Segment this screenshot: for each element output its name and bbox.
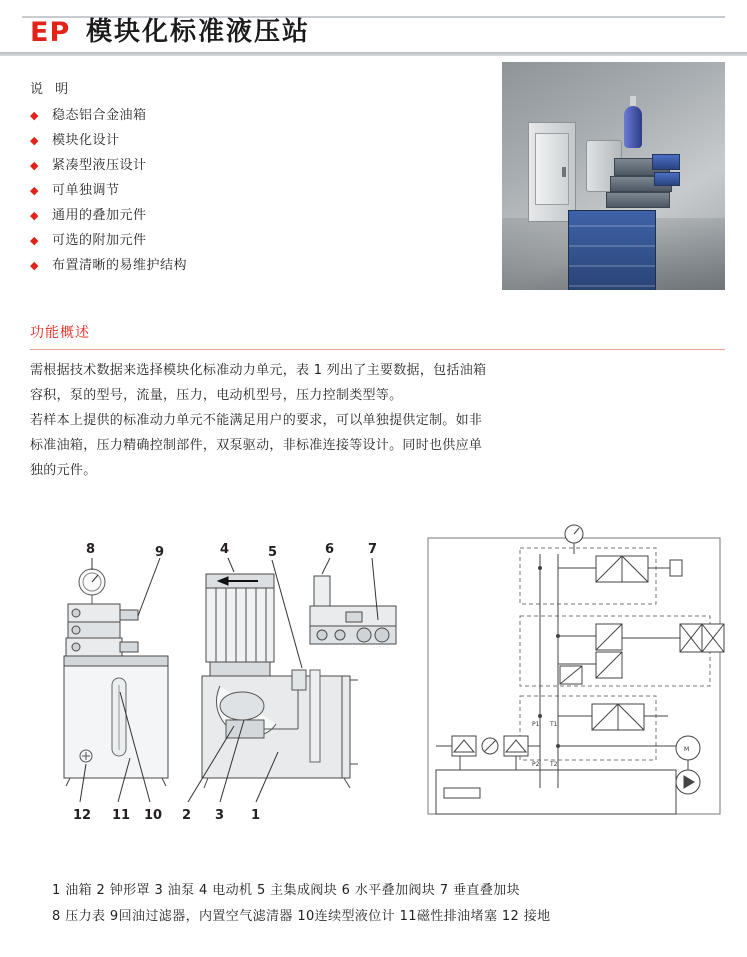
callout-9: 9 — [155, 545, 165, 560]
list-item — [30, 183, 470, 199]
list-item — [30, 133, 470, 149]
diamond-bullet-icon: ◆ — [30, 109, 39, 122]
schematic-label-p2: P2 — [532, 761, 540, 768]
photo-valve-block-3 — [606, 192, 670, 208]
photo-reservoir-rib — [569, 265, 655, 267]
callout-5: 5 — [268, 545, 278, 560]
figure-legend — [52, 878, 712, 930]
specification-block — [30, 78, 470, 283]
callout-1: 1 — [251, 808, 261, 823]
list-item-label: 紧凑型液压设计 — [52, 158, 147, 173]
photo-reservoir-rib — [569, 285, 655, 287]
list-item — [30, 158, 470, 174]
schematic-label-t1: T1 — [550, 721, 558, 728]
callout-8: 8 — [86, 542, 96, 557]
photo-reservoir-rib — [569, 245, 655, 247]
list-item-label: 布置清晰的易维护结构 — [52, 258, 188, 273]
diamond-bullet-icon: ◆ — [30, 159, 39, 172]
callout-3: 3 — [215, 808, 225, 823]
callout-2: 2 — [182, 808, 192, 823]
diamond-bullet-icon: ◆ — [30, 234, 39, 247]
page-header — [0, 0, 747, 56]
section-header — [30, 322, 725, 350]
list-item-label: 可单独调节 — [52, 183, 120, 198]
figure-legend-line-1: 1 油箱 2 钟形罩 3 油泵 4 电动机 5 主集成阀块 6 水平叠加阀块 7 垂直叠加块 — [52, 883, 521, 898]
list-item — [30, 233, 470, 249]
photo-accumulator — [624, 106, 642, 148]
body-text — [30, 358, 490, 483]
callout-4: 4 — [220, 542, 230, 557]
paragraph-2: 若样本上提供的标准动力单元不能满足用户的要求，可以单独提供定制。如非标准油箱，压力精确控制部件，双泵驱动，非标准连接等设计。同时也供应单独的元件。 — [30, 413, 483, 478]
product-photo — [502, 62, 725, 290]
header-bottom-rule — [0, 52, 747, 56]
photo-control-cabinet — [528, 122, 576, 222]
photo-reservoir-rib — [569, 225, 655, 227]
schematic-label-motor: M — [684, 746, 690, 753]
callout-6: 6 — [325, 542, 335, 557]
diamond-bullet-icon: ◆ — [30, 184, 39, 197]
section-title: 功能概述 — [30, 325, 90, 341]
photo-cabinet-handle — [562, 167, 566, 177]
technical-drawing — [20, 520, 730, 850]
paragraph-1: 需根据技术数据来选择模块化标准动力单元，表 1 列出了主要数据，包括油箱容积，泵的型号，流量，压力，电动机型号，压力控制类型等。 — [30, 363, 487, 403]
specification-title: 说 明 — [30, 82, 73, 97]
page-title: 模块化标准液压站 — [86, 17, 311, 47]
photo-blue-valve-1 — [652, 154, 680, 170]
list-item-label: 可选的附加元件 — [52, 233, 147, 248]
photo-blue-valve-2 — [654, 172, 680, 186]
callout-10: 10 — [144, 808, 163, 823]
list-item — [30, 258, 470, 274]
section-divider — [30, 349, 725, 350]
callout-7: 7 — [368, 542, 378, 557]
diamond-bullet-icon: ◆ — [30, 259, 39, 272]
schematic-label-p1: P1 — [532, 721, 540, 728]
photo-reservoir — [568, 210, 656, 290]
list-item — [30, 208, 470, 224]
diamond-bullet-icon: ◆ — [30, 134, 39, 147]
list-item-label: 稳态铝合金油箱 — [52, 108, 147, 123]
schematic-label-t2: T2 — [550, 761, 558, 768]
list-item — [30, 108, 470, 124]
callout-12: 12 — [73, 808, 92, 823]
list-item-label: 通用的叠加元件 — [52, 208, 147, 223]
drawing-svg — [20, 520, 730, 850]
diamond-bullet-icon: ◆ — [30, 209, 39, 222]
brand-logo: EP — [30, 17, 71, 48]
list-item-label: 模块化设计 — [52, 133, 120, 148]
callout-11: 11 — [112, 808, 131, 823]
figure-legend-line-2: 8 压力表 9回油过滤器，内置空气滤清器 10连续型液位计 11磁性排油堵塞 12 接地 — [52, 909, 551, 924]
